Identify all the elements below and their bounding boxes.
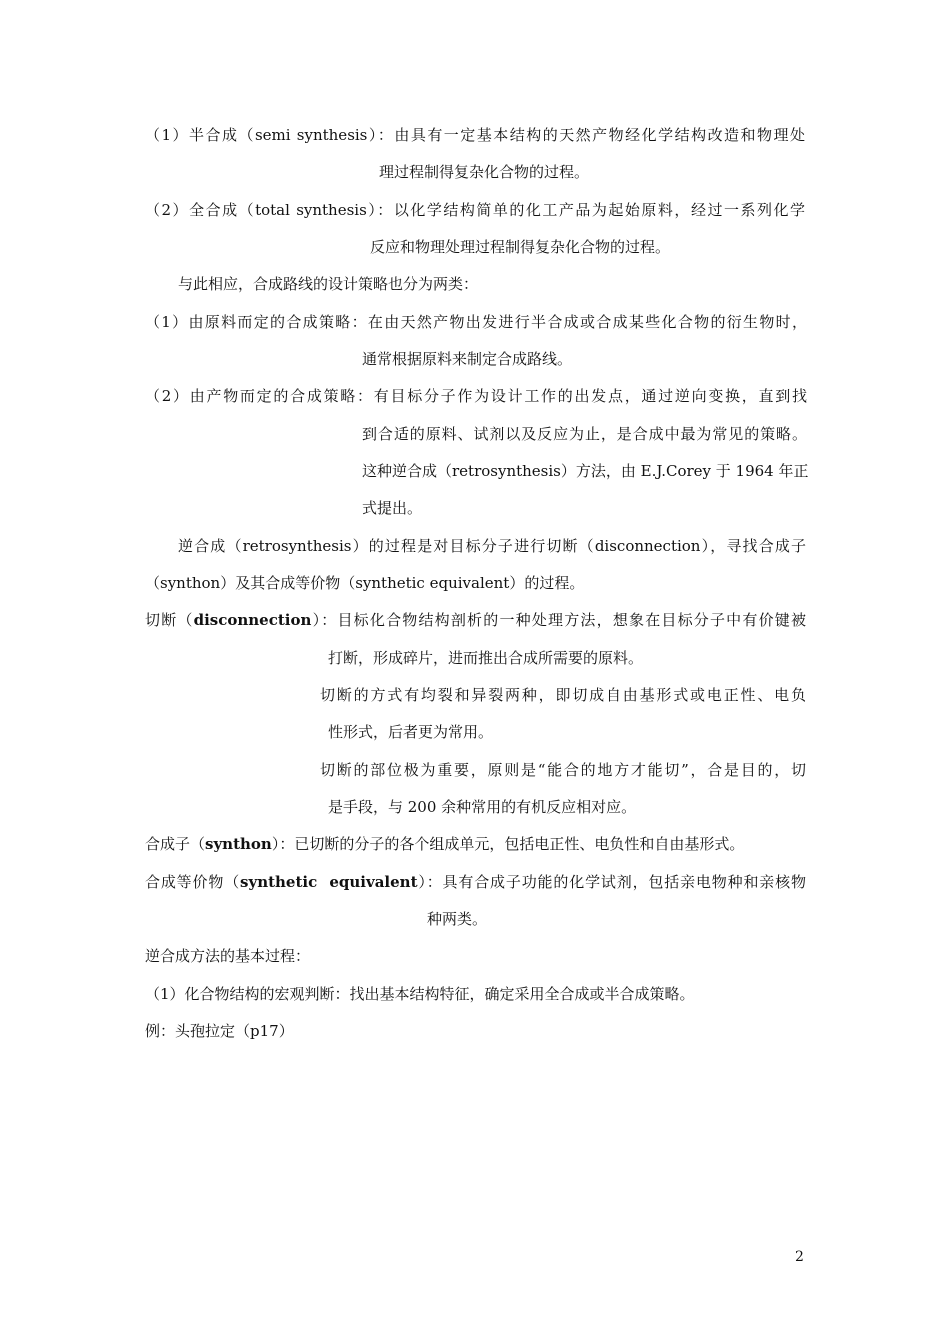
- total-synthesis-line2: 反应和物理处理过程制得复杂化合物的过程。: [370, 238, 671, 256]
- disconnection-line4: 性形式，后者更为常用。: [328, 723, 494, 741]
- process-title: 逆合成方法的基本过程：: [145, 947, 311, 965]
- strategy2-line1: （2）由产物而定的合成策略：有目标分子作为设计工作的出发点，通过逆向变换，直到找: [145, 387, 807, 405]
- disconnection-line1: 切断（disconnection）：目标化合物结构剖析的一种处理方法，想象在目标分子中有价键被: [145, 611, 806, 629]
- semi-synthesis-line1: （1）半合成（semi synthesis）：由具有一定基本结构的天然产物经化学结构改造和物理处: [145, 126, 805, 144]
- disconnection-line5: 切断的部位极为重要，原则是“能合的地方才能切”，合是目的，切: [320, 761, 806, 779]
- total-synthesis-line1: （2）全合成（total synthesis）：以化学结构简单的化工产品为起始原料，经过一系列化学: [145, 201, 805, 219]
- disconnection-head: 切断（disconnection）：: [145, 611, 338, 629]
- semi-synthesis-head: （1）半合成（semi synthesis）：: [145, 126, 395, 144]
- total-synthesis-head: （2）全合成（total synthesis）：: [145, 201, 394, 219]
- example-line: 例：头孢拉定（p17）: [145, 1022, 294, 1040]
- equivalent-head: 合成等价物（synthetic equivalent）：: [145, 873, 443, 891]
- synthon-head: 合成子（synthon）：: [145, 835, 295, 853]
- equivalent-line2: 种两类。: [427, 910, 488, 928]
- disconnection-line2: 打断，形成碎片，进而推出合成所需要的原料。: [328, 649, 644, 667]
- strategy1-line2: 通常根据原料来制定合成路线。: [362, 350, 573, 368]
- process-step1: （1）化合物结构的宏观判断：找出基本结构特征，确定采用全合成或半合成策略。: [145, 985, 695, 1003]
- strategy2-line4: 式提出。: [362, 499, 423, 517]
- retro-line1: 逆合成（retrosynthesis）的过程是对目标分子进行切断（disconnection），寻找合成子: [178, 537, 806, 555]
- page-number: 2: [795, 1249, 804, 1265]
- strategy1-line1: （1）由原料而定的合成策略：在由天然产物出发进行半合成或合成某些化合物的衍生物时，: [145, 313, 807, 331]
- strategy2-line2: 到合适的原料、试剂以及反应为止，是合成中最为常见的策略。: [362, 425, 807, 443]
- synthon-line: 合成子（synthon）：已切断的分子的各个组成单元，包括电正性、电负性和自由基形式。: [145, 835, 745, 853]
- strategy2-line3: 这种逆合成（retrosynthesis）方法，由 E.J.Corey 于 1964 年正: [362, 462, 809, 480]
- disconnection-line6: 是手段，与 200 余种常用的有机反应相对应。: [328, 798, 637, 816]
- semi-synthesis-line2: 理过程制得复杂化合物的过程。: [379, 163, 590, 181]
- strategy-intro: 与此相应，合成路线的设计策略也分为两类：: [178, 275, 479, 293]
- strategy1-head: （1）由原料而定的合成策略：: [145, 313, 368, 331]
- retro-line2: （synthon）及其合成等价物（synthetic equivalent）的过程。: [145, 574, 585, 592]
- equivalent-line1: 合成等价物（synthetic equivalent）：具有合成子功能的化学试剂，包括亲电物种和亲核物: [145, 873, 806, 891]
- disconnection-line3: 切断的方式有均裂和异裂两种，即切成自由基形式或电正性、电负: [320, 686, 806, 704]
- strategy2-head: （2）由产物而定的合成策略：: [145, 387, 374, 405]
